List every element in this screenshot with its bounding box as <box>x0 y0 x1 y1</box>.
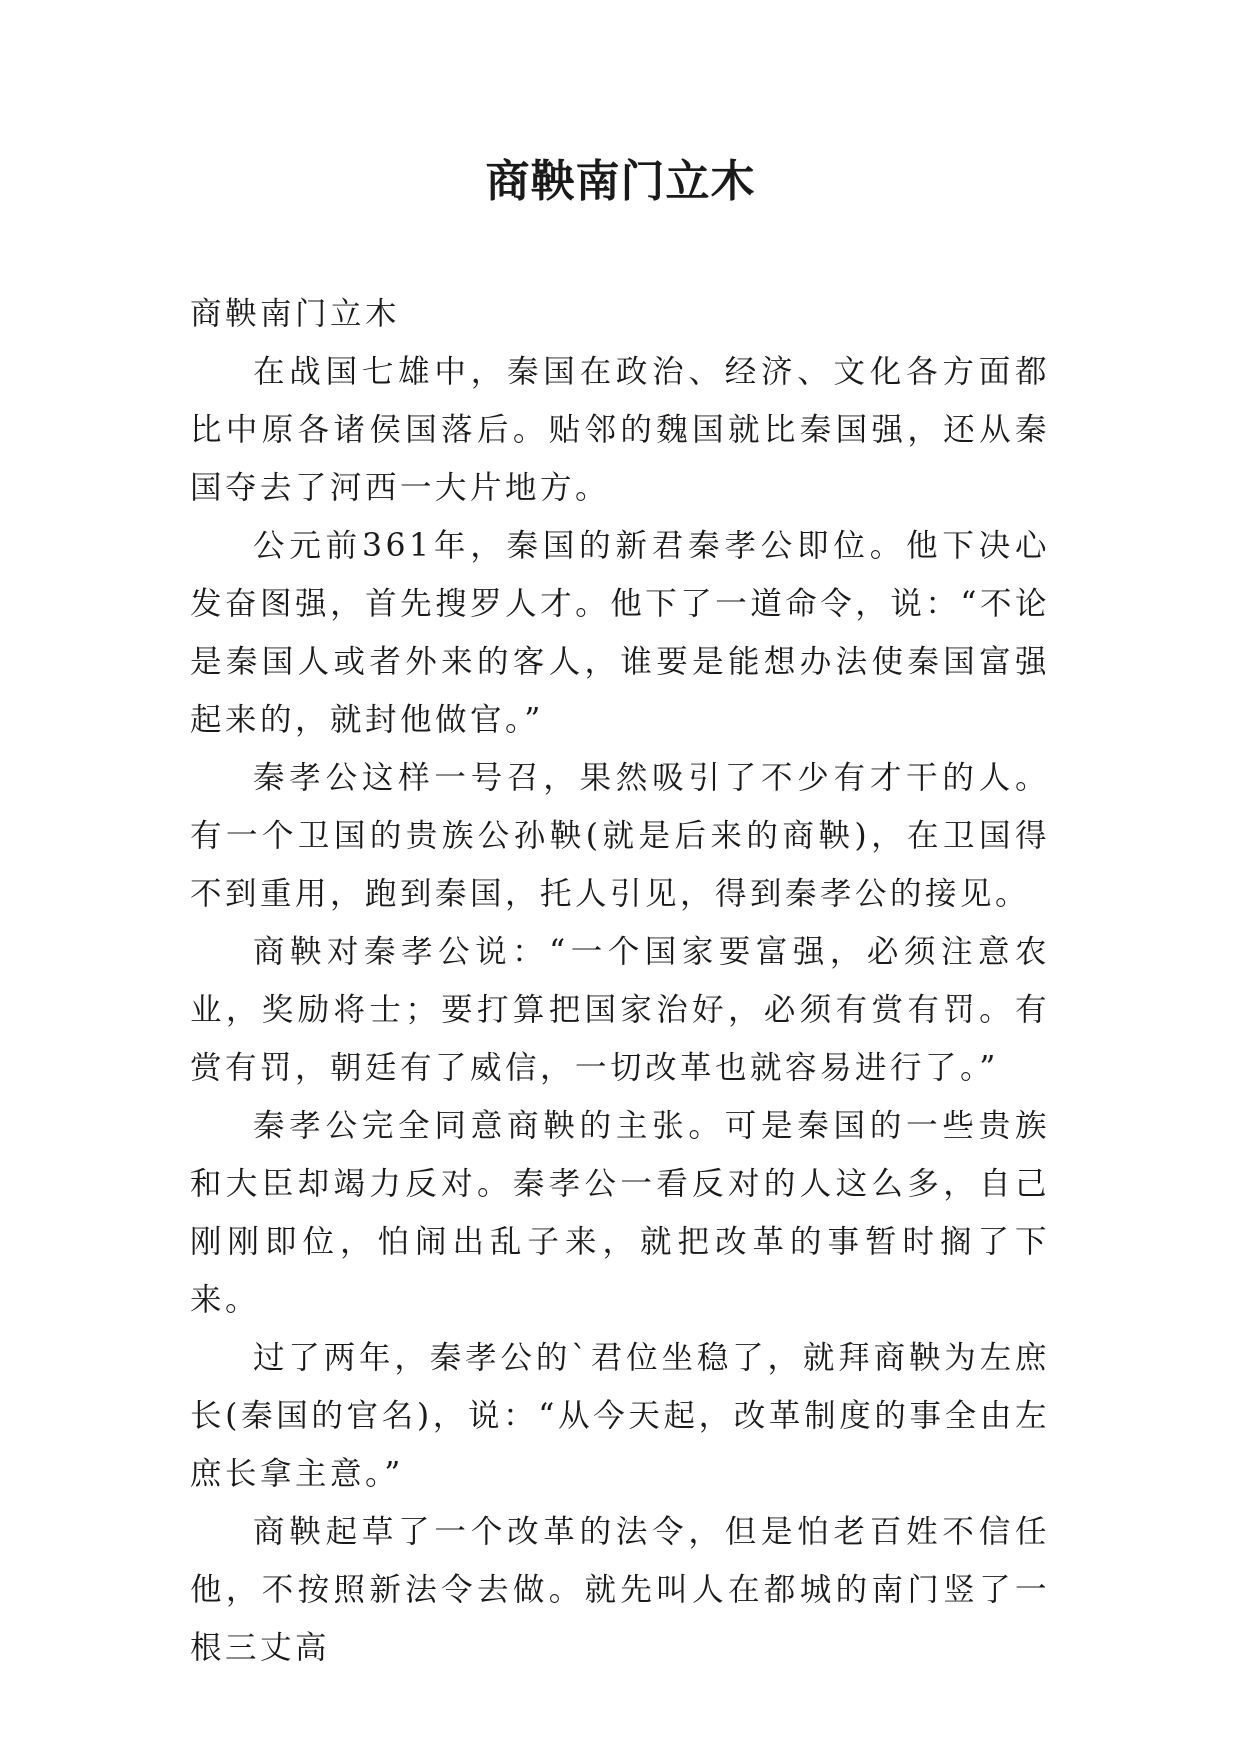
paragraph: 商鞅起草了一个改革的法令，但是怕老百姓不信任他，不按照新法令去做。就先叫人在都城的南门竖了一根三丈高 <box>190 1514 1050 1666</box>
paragraph: 秦孝公这样一号召，果然吸引了不少有才干的人。有一个卫国的贵族公孙鞅(就是后来的商鞅)，在卫国得不到重用，跑到秦国，托人引见，得到秦孝公的接见。 <box>190 760 1050 912</box>
paragraph: 过了两年，秦孝公的`君位坐稳了，就拜商鞅为左庶长(秦国的官名)，说：“从今天起，改革制度的事全由左庶长拿主意。” <box>190 1340 1050 1492</box>
paragraph: 商鞅对秦孝公说：“一个国家要富强，必须注意农业，奖励将士；要打算把国家治好，必须有赏有罚。有赏有罚，朝廷有了威信，一切改革也就容易进行了。” <box>190 934 1050 1086</box>
document-subtitle: 商鞅南门立木 <box>190 296 401 332</box>
document-title: 商鞅南门立木 <box>485 156 756 207</box>
paragraph: 公元前361年，秦国的新君秦孝公即位。他下决心发奋图强，首先搜罗人才。他下了一道命令，说：“不论是秦国人或者外来的客人，谁要是能想办法使秦国富强起来的，就封他做官。” <box>190 528 1050 738</box>
paragraph: 秦孝公完全同意商鞅的主张。可是秦国的一些贵族和大臣却竭力反对。秦孝公一看反对的人这么多，自己刚刚即位，怕闹出乱子来，就把改革的事暂时搁了下来。 <box>190 1108 1050 1318</box>
document-body <box>190 285 1050 1677</box>
paragraph: 在战国七雄中，秦国在政治、经济、文化各方面都比中原各诸侯国落后。贴邻的魏国就比秦国强，还从秦国夺去了河西一大片地方。 <box>190 354 1050 506</box>
